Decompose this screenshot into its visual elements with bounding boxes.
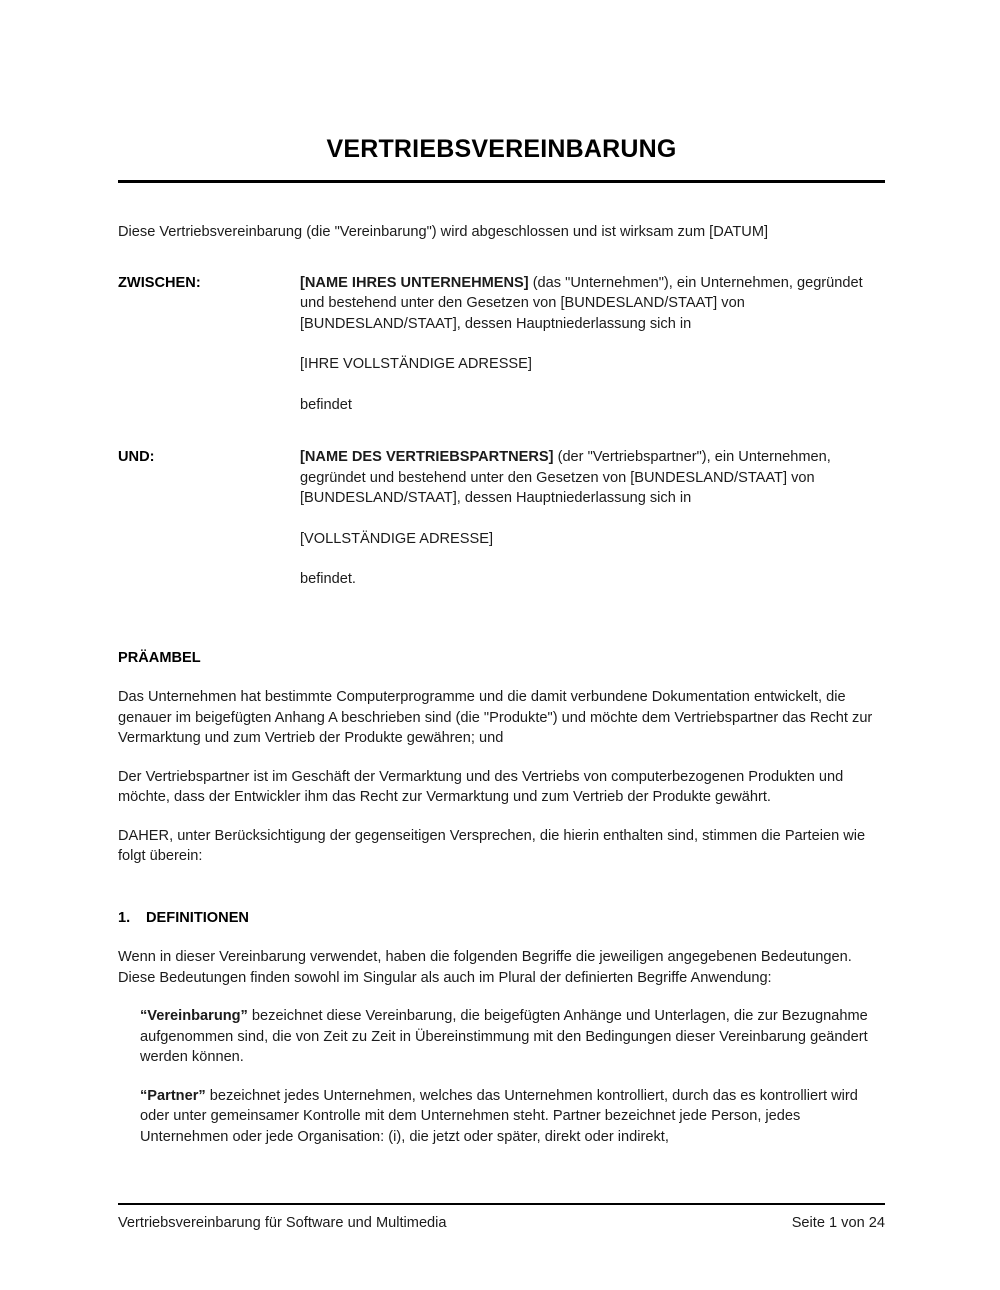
preamble-heading: PRÄAMBEL [118, 649, 201, 666]
party-row [118, 447, 888, 590]
section-intro-paragraph: Wenn in dieser Vereinbarung verwendet, haben die folgenden Begriffe die jeweiligen angegebenen Bedeutungen. Diese Bedeutungen finden sowohl im Singular als auch im Plural der definierten Begriffe Anwendung: [118, 949, 852, 986]
section-number: 1. [118, 909, 131, 926]
party-name: [NAME DES VERTRIEBSPARTNERS] [300, 449, 554, 465]
footer-divider [118, 1203, 885, 1205]
party-address: [VOLLSTÄNDIGE ADRESSE] [300, 530, 494, 547]
definition-text: bezeichnet diese Vereinbarung, die beigefügten Anhänge und Unterlagen, die zur Bezugnahme aufgenommen sind, die von Zeit zu Zeit in Übereinstimmung mit den Bedingungen dieser Vereinbarung geändert werden können. [140, 1008, 868, 1065]
intro-paragraph: Diese Vertriebsvereinbarung (die "Vereinbarung") wird abgeschlossen und ist wirksam zum [DATUM] [118, 224, 769, 240]
section-heading-definitionen [118, 908, 888, 929]
footer-document-name: Vertriebsvereinbarung für Software und Multimedia [118, 1215, 447, 1231]
party-row [118, 273, 888, 416]
party-closing: befindet [300, 396, 352, 413]
party-lead-text: (der "Vertriebspartner"), ein Unternehmen, gegründet und bestehend unter den Gesetzen von [BUNDESLAND/STAAT] von [BUNDESLAND/STAAT], dessen Hauptniederlassung sich in [300, 449, 831, 506]
definition-item [140, 1006, 888, 1068]
preamble-paragraph: Das Unternehmen hat bestimmte Computerprogramme und die damit verbundene Dokumentation entwickelt, die genauer im beigefügten Anhang A beschrieben sind (die "Produkte") und möchte dem Vertriebspartner das Recht zur Vermarktung und zum Vertrieb der Produkte gewähren; und [118, 689, 873, 746]
party-address: [IHRE VOLLSTÄNDIGE ADRESSE] [300, 356, 532, 372]
party-details [300, 447, 888, 590]
party-lead [300, 273, 868, 335]
party-label-and: UND: [118, 449, 155, 465]
document-body [118, 222, 888, 1165]
title-divider [118, 180, 885, 183]
definition-term: “Partner” [140, 1087, 206, 1104]
preamble-paragraph: DAHER, unter Berücksichtigung der gegenseitigen Versprechen, die hierin enthalten sind, stimmen die Parteien wie folgt überein: [118, 827, 866, 864]
definition-text: bezeichnet jedes Unternehmen, welches das Unternehmen kontrolliert, durch das es kontrolliert wird oder unter gemeinsamer Kontrolle mit dem Unternehmen steht. Partner bezeichnet jede Person, jedes Unternehmen oder jede Organisation: (i), die jetzt oder später, direkt oder indirekt, [140, 1087, 858, 1145]
party-details [300, 273, 888, 416]
definition-item [140, 1086, 888, 1148]
party-spacer [118, 423, 888, 447]
party-lead [300, 447, 840, 509]
page-title: VERTRIEBSVEREINBARUNG [326, 135, 677, 163]
definition-term: “Vereinbarung” [140, 1008, 248, 1024]
footer-page-number: Seite 1 von 24 [791, 1215, 885, 1231]
party-lead-text: (das "Unternehmen"), ein Unternehmen, gegründet und bestehend unter den Gesetzen von [BUNDESLAND/STAAT] von [BUNDESLAND/STAAT], dessen Hauptniederlassung sich in [300, 274, 863, 332]
section-title: DEFINITIONEN [146, 909, 249, 926]
party-name: [NAME IHRES UNTERNEHMENS] [300, 274, 529, 291]
party-label-between: ZWISCHEN: [118, 274, 201, 291]
party-closing: befindet. [300, 571, 356, 587]
page-footer [118, 1213, 885, 1234]
preamble-paragraph: Der Vertriebspartner ist im Geschäft der Vermarktung und des Vertriebs von computerbezogenen Produkten und möchte, dass der Entwickler ihm das Recht zur Vermarktung und zum Vertrieb der Produkte gewährt. [118, 768, 844, 805]
